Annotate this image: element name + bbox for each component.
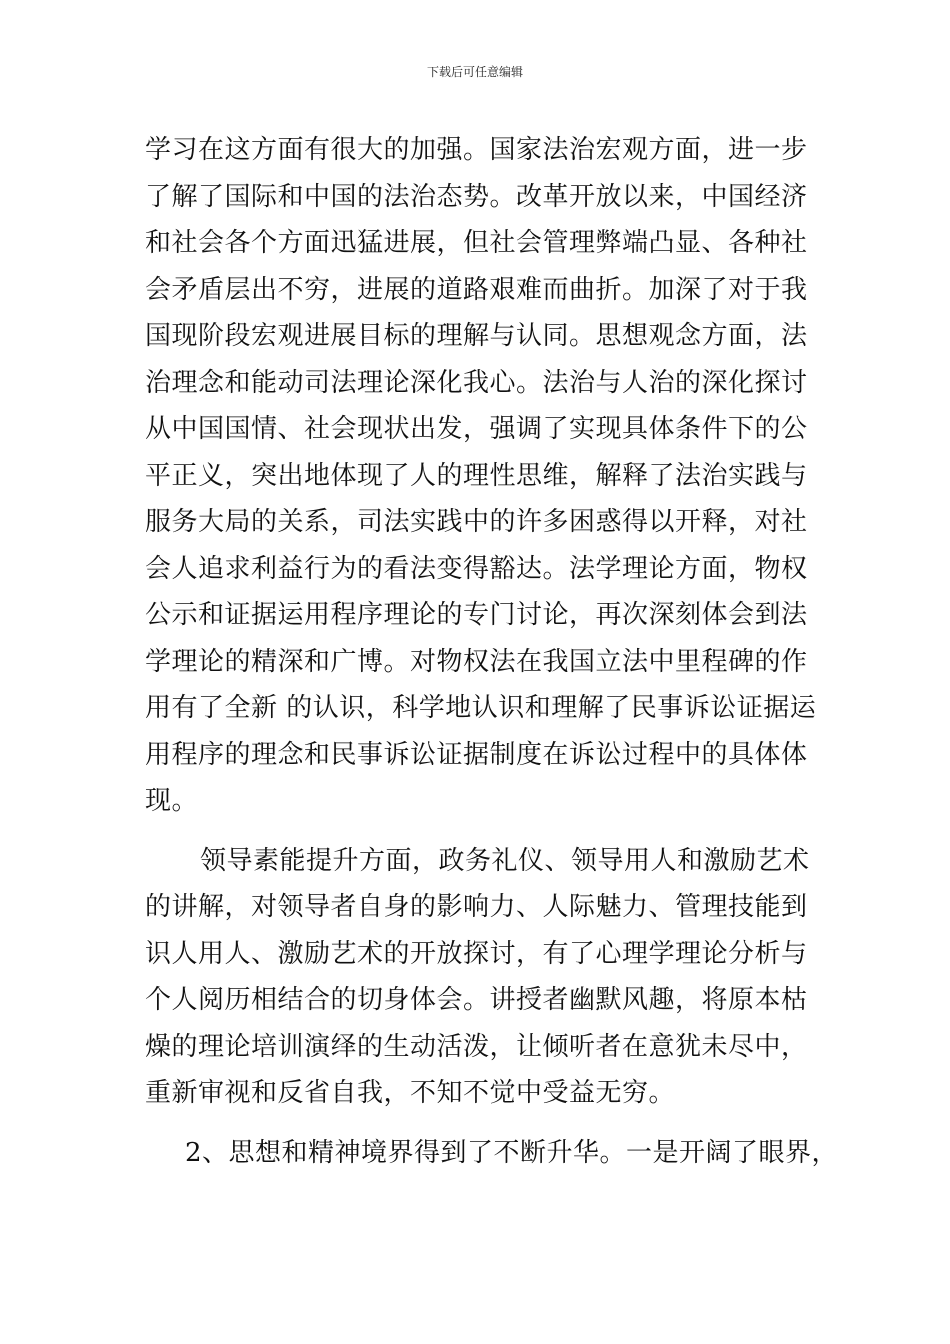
text-line: 会矛盾层出不穷，进展的道路艰难而曲折。加深了对于我	[145, 274, 808, 305]
text-line: 公示和证据运用程序理论的专门讨论，再次深刻体会到法	[145, 600, 808, 630]
text-line: 用程序的理念和民事诉讼证据制度在诉讼过程中的具体体	[145, 739, 808, 770]
paragraph-2	[145, 838, 825, 1117]
text-line: 燥的理论培训演绎的生动活泼，让倾听者在意犹未尽中，	[145, 1031, 808, 1062]
text-line: 用有了全新 的认识，科学地认识和理解了民事诉讼证据运	[145, 693, 817, 723]
text-line: 治理念和能动司法理论深化我心。法治与人治的深化探讨	[145, 367, 808, 398]
text-line: 的讲解，对领导者自身的影响力、人际魅力、管理技能到	[145, 892, 808, 922]
paragraph-3	[145, 1130, 839, 1177]
text-line: 个人阅历相结合的切身体会。讲授者幽默风趣，将原本枯	[145, 985, 808, 1015]
paragraph-gap	[145, 825, 825, 838]
text-line: 国现阶段宏观进展目标的理解与认同。思想观念方面，法	[145, 321, 808, 351]
text-line: 学理论的精深和广博。对物权法在我国立法中里程碑的作	[145, 646, 808, 677]
text-line: 服务大局的关系，司法实践中的许多困惑得以开释，对社	[145, 507, 808, 537]
text-line: 会人追求利益行为的看法变得豁达。法学理论方面，物权	[145, 553, 808, 584]
text-line: 识人用人、激励艺术的开放探讨，有了心理学理论分析与	[145, 938, 808, 969]
text-line: 领导素能提升方面，政务礼仪、领导用人和激励艺术	[200, 845, 810, 876]
paragraph-gap	[145, 1117, 825, 1130]
paragraph-1	[145, 127, 825, 825]
text-line: 和社会各个方面迅猛进展，但社会管理弊端凸显、各种社	[145, 228, 808, 258]
text-line: 现。	[145, 786, 199, 816]
text-line: 学习在这方面有很大的加强。国家法治宏观方面，进一步	[145, 135, 808, 165]
text-line: 2、思想和精神境界得到了不断升华。一是开阔了眼界，	[185, 1137, 839, 1168]
text-line: 重新审视和反省自我，不知不觉中受益无穷。	[145, 1078, 676, 1108]
page-header: 下载后可任意编辑	[426, 65, 523, 79]
text-line: 了解了国际和中国的法治态势。改革开放以来，中国经济	[145, 181, 808, 212]
text-line: 从中国国情、社会现状出发，强调了实现具体条件下的公	[145, 414, 808, 444]
body-text	[145, 127, 839, 1176]
text-line: 平正义，突出地体现了人的理性思维，解释了法治实践与	[145, 460, 808, 491]
